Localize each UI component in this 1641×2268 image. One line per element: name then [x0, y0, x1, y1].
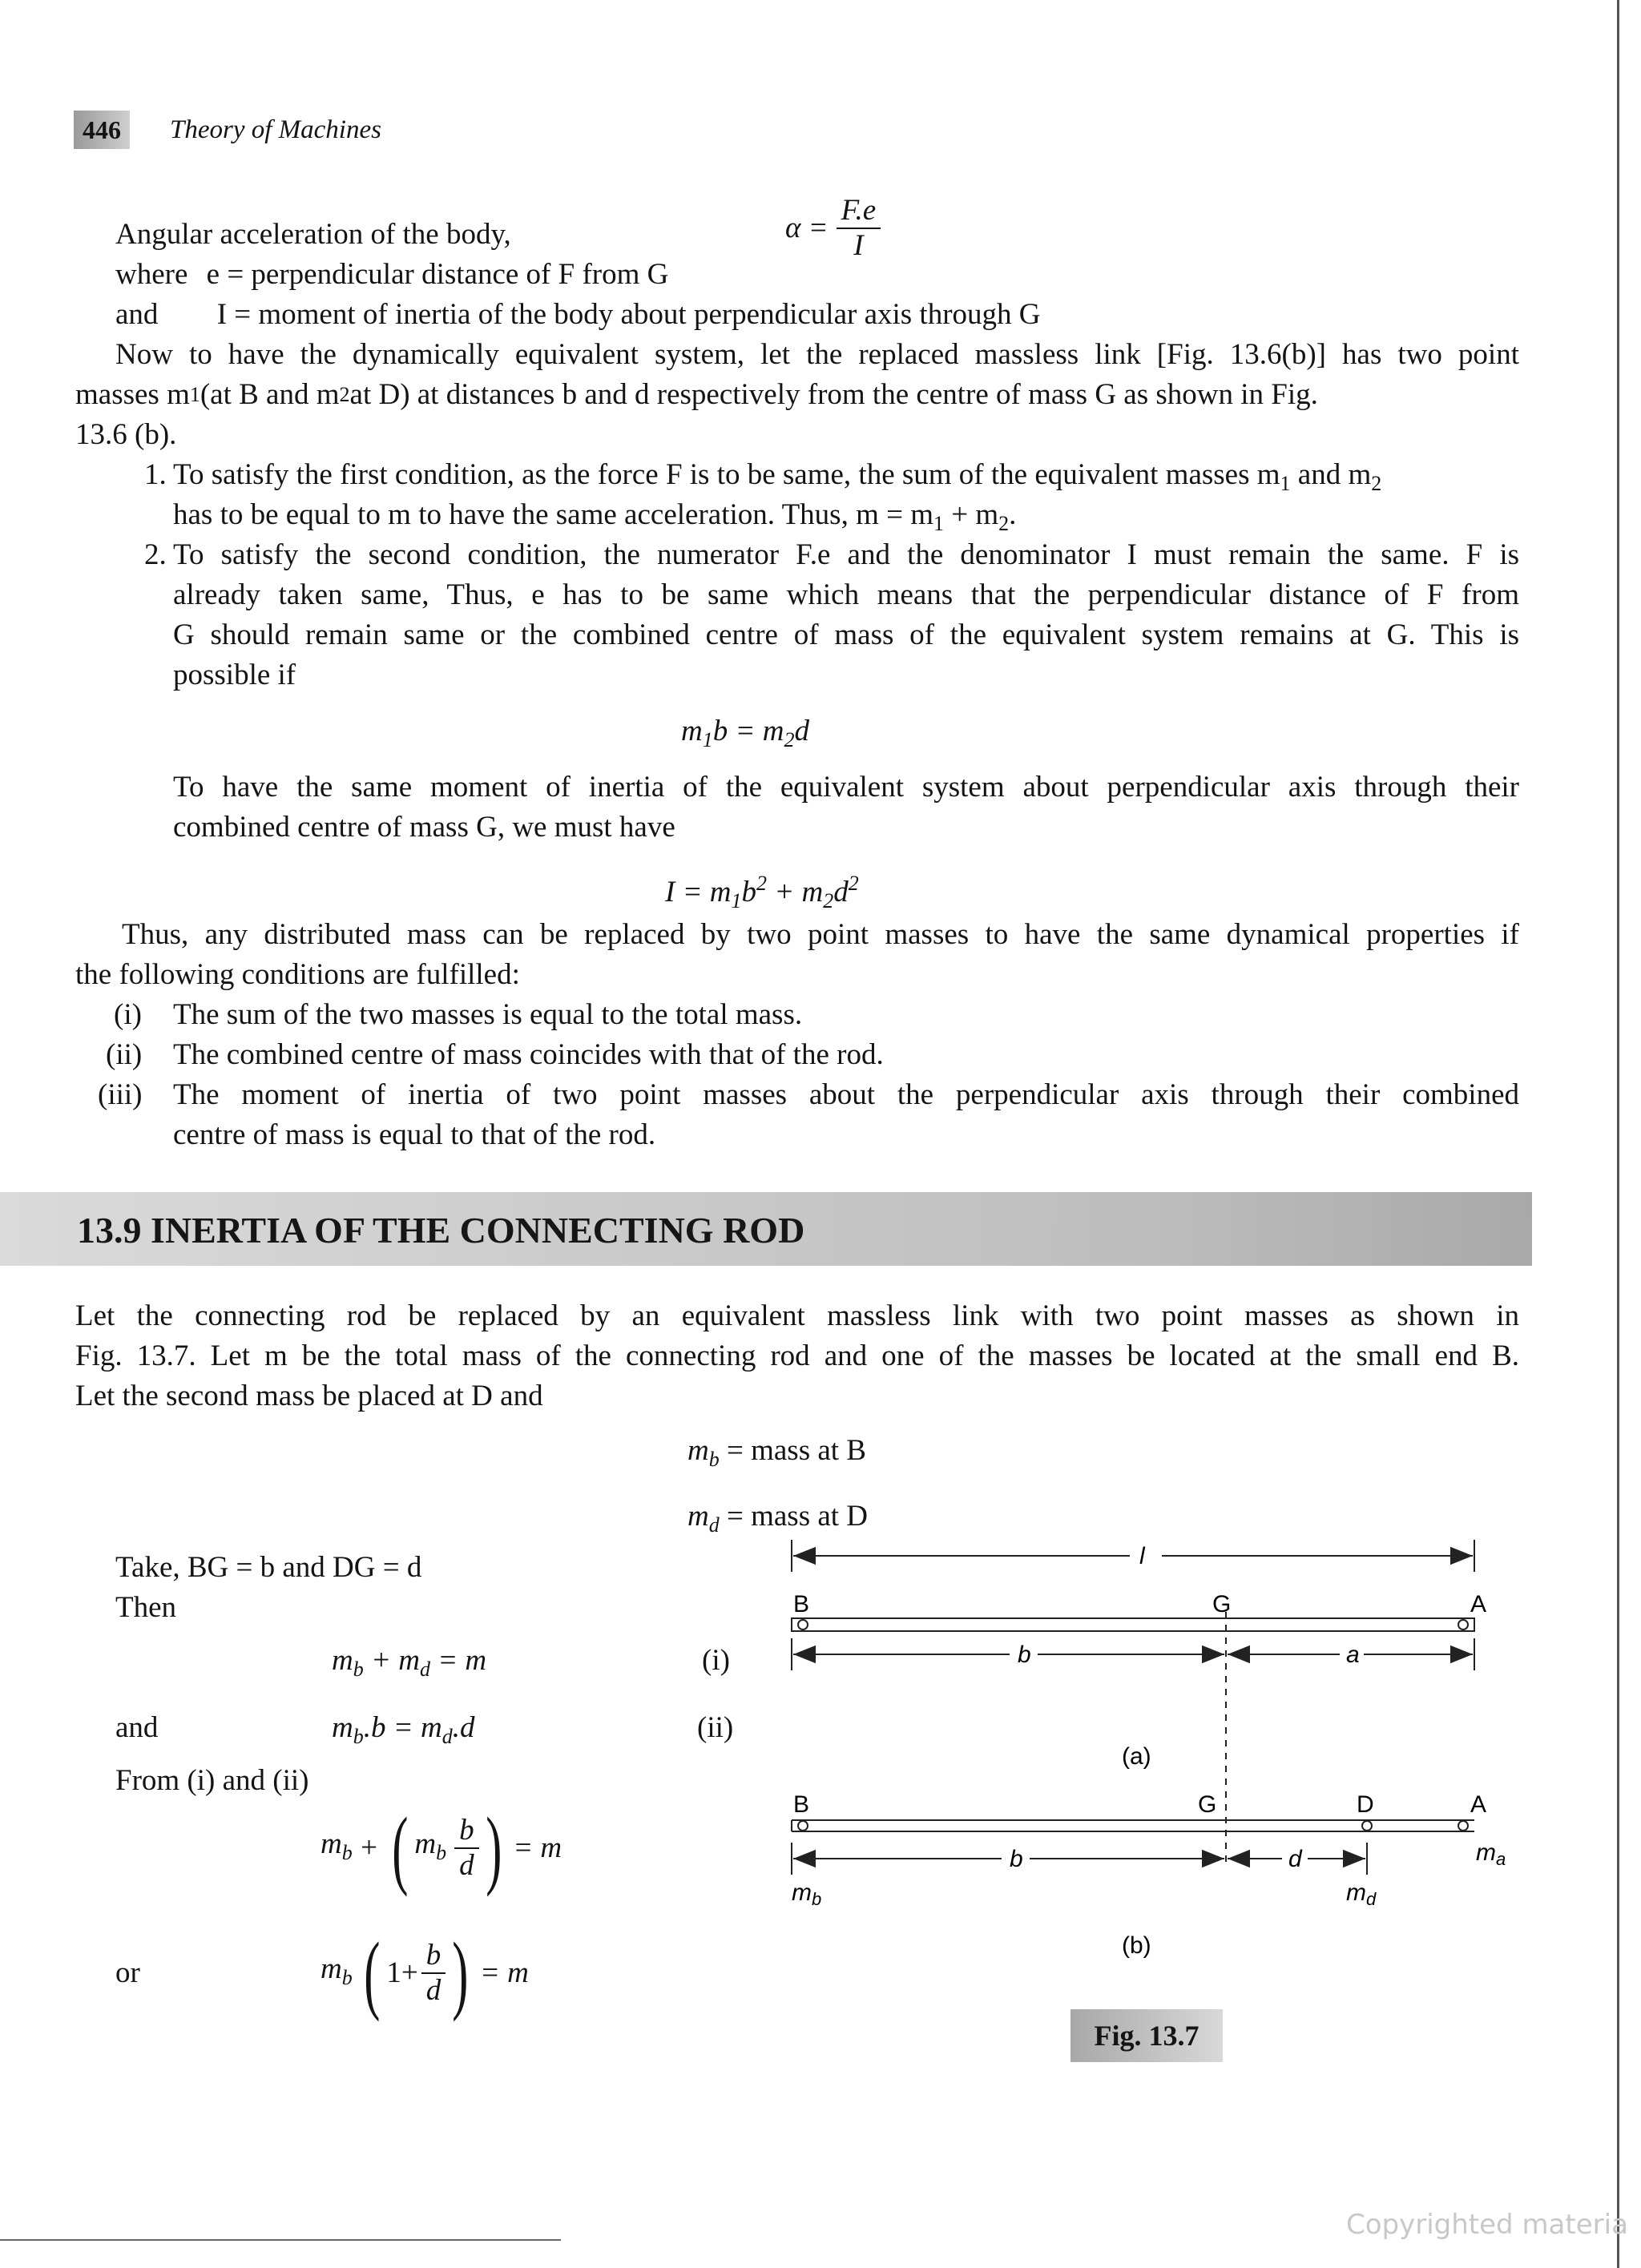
left-paren: ( — [391, 1799, 409, 1897]
eq-ii-display: $m_b.b = m_d.d$ — [332, 1711, 475, 1748]
label-B-b: B — [793, 1791, 810, 1818]
m-a-label — [1476, 1839, 1506, 1869]
condition-2-number: 2. — [144, 538, 167, 571]
frac-den: d — [459, 1849, 474, 1882]
alpha-fraction — [837, 194, 881, 263]
page-edge-rule — [1617, 0, 1619, 2268]
one-plus: 1+ — [386, 1956, 418, 1989]
take-line: Take, BG = b and DG = d — [115, 1551, 422, 1584]
m-a-m: m — [1476, 1839, 1496, 1866]
m-d-m: m — [1346, 1879, 1366, 1906]
summary-item-2-text: The combined centre of mass coincides with that of the rod. — [173, 1038, 884, 1071]
mass-balance-equation — [681, 711, 809, 760]
d-label: d — [1288, 1846, 1302, 1872]
and-label: and — [115, 1711, 159, 1744]
c1-line2-b: + m — [944, 498, 999, 531]
rod-a — [792, 1618, 1474, 1631]
sub-2: 2 — [784, 728, 795, 751]
point-A-b — [1458, 1821, 1468, 1831]
md-definition: $m_d$ = mass at D — [687, 1500, 869, 1537]
left-paren: ( — [363, 1924, 381, 2022]
summary-item-2-num: (ii) — [106, 1038, 143, 1071]
right-paren: ) — [452, 1924, 469, 2022]
and-text: I = moment of inertia of the body about perpendicular axis through G — [216, 298, 1041, 331]
para-line-2 — [75, 375, 1519, 415]
plus-sign: + — [358, 1831, 379, 1864]
eq2-c: + m — [767, 876, 824, 908]
mb-definition: $m_b$ = mass at B — [687, 1434, 866, 1471]
eq-c: d — [794, 715, 809, 747]
para-line-1: Now to have the dynamically equivalent system, let the replaced massless link [Fig. 13.6(b)] has two point — [115, 338, 1519, 371]
moi-equation — [665, 864, 859, 921]
para-line-2-a: masses m — [75, 378, 190, 411]
condition-2-line-3: G should remain same or the combined centre of mass of the equivalent system remains at G. This is — [173, 618, 1519, 651]
c1-line2-c: . — [1009, 498, 1017, 531]
point-A-a — [1458, 1620, 1468, 1629]
footer-rule — [0, 2239, 561, 2241]
right-paren: ) — [485, 1799, 502, 1897]
m-b-m: m — [792, 1879, 812, 1906]
m-b-label — [792, 1879, 821, 1909]
b-label-b: b — [1010, 1846, 1023, 1872]
summary-item-3-num: (iii) — [98, 1078, 143, 1111]
c1-line2-a: has to be equal to m to have the same acceleration. Thus, m = m — [173, 498, 934, 531]
running-title: Theory of Machines — [170, 115, 381, 144]
and-line — [115, 295, 1041, 335]
then-line: Then — [115, 1591, 177, 1624]
eq-b: b = m — [712, 715, 784, 747]
sub-2: 2 — [823, 889, 834, 912]
label-A-b: A — [1470, 1791, 1487, 1818]
eq-rhs: = m — [513, 1831, 562, 1864]
figure-13-7 — [769, 1522, 1522, 1987]
md-def-text: = mass at D — [726, 1500, 869, 1533]
angular-acceleration-label: Angular acceleration of the body, — [115, 218, 511, 251]
moi-line-1: To have the same moment of inertia of the equivalent system about perpendicular axis through their — [173, 771, 1519, 804]
sub-1: 1 — [702, 728, 713, 751]
caption-b: (b) — [1122, 1932, 1151, 1959]
section-title: 13.9 INERTIA OF THE CONNECTING ROD — [77, 1210, 805, 1251]
b-label-a: b — [1018, 1642, 1031, 1668]
sub-1: 1 — [189, 383, 200, 406]
b-over-d — [454, 1814, 479, 1883]
eq2-a: I = m — [665, 876, 732, 908]
a-label: a — [1346, 1642, 1360, 1668]
eq-mb: $m_b$ — [321, 1952, 353, 1989]
summary-line-1: Thus, any distributed mass can be replaced by two point masses to have the same dynamical properties if — [122, 918, 1519, 951]
eq-a: m — [681, 715, 703, 747]
m-b-sub: b — [812, 1889, 822, 1909]
summary-item-1-num: (i) — [114, 998, 142, 1031]
eq-mb-inner: $m_b$ — [414, 1827, 447, 1864]
sub-2: 2 — [1371, 472, 1382, 495]
sub-1: 1 — [933, 512, 945, 535]
section-para-line-2: Fig. 13.7. Let m be the total mass of the connecting rod and one of the masses be located at the small end B. — [75, 1339, 1519, 1372]
para-line-2-c: at D) at distances b and d respectively from the centre of mass G as shown in Fig. — [349, 378, 1318, 411]
m-a-sub: a — [1496, 1849, 1506, 1869]
eq-i-display: $m_b + m_d = m$ — [332, 1644, 487, 1681]
sub-2: 2 — [339, 383, 350, 406]
watermark: Copyrighted materia — [1346, 2209, 1628, 2241]
mb-def-text: = mass at B — [726, 1434, 866, 1467]
l-label: l — [1139, 1543, 1145, 1569]
and-prefix: and — [115, 298, 159, 331]
eq-rhs: = m — [479, 1956, 529, 1989]
where-line — [115, 255, 668, 295]
label-A-a: A — [1470, 1591, 1487, 1617]
alpha-numerator: F.e — [837, 194, 881, 229]
summary-item-3-text: The moment of inertia of two point masses about the perpendicular axis through their combined — [173, 1078, 1519, 1111]
sub-1: 1 — [731, 889, 742, 912]
mass-B — [798, 1821, 808, 1831]
sup-2: 2 — [756, 872, 768, 895]
label-G-b: G — [1198, 1791, 1217, 1818]
or-label: or — [115, 1956, 140, 1989]
frac-num: b — [421, 1939, 446, 1974]
eq-mb: $m_b$ — [321, 1827, 353, 1864]
caption-a: (a) — [1122, 1743, 1151, 1770]
eq2-b: b — [741, 876, 757, 908]
m-d-label — [1346, 1879, 1377, 1909]
final-equation — [321, 1924, 529, 2022]
section-para-line-1: Let the connecting rod be replaced by an equivalent massless link with two point masses as shown in — [75, 1299, 1519, 1332]
sub-2: 2 — [998, 512, 1010, 535]
c1-line1-a: To satisfy the first condition, as the force F is to be same, the sum of the equivalent masses m — [173, 458, 1280, 491]
frac-num: b — [454, 1814, 479, 1849]
section-para-line-3: Let the second mass be placed at D and — [75, 1380, 543, 1412]
b-over-d — [421, 1939, 446, 2008]
mass-D — [1362, 1821, 1372, 1831]
figure-label: Fig. 13.7 — [1070, 2009, 1223, 2062]
para-line-3: 13.6 (b). — [75, 418, 177, 451]
alpha-equation — [785, 194, 881, 263]
alpha-lhs: α = — [785, 211, 829, 244]
where-prefix: where — [115, 258, 188, 291]
label-B-a: B — [793, 1591, 810, 1617]
eq-i-tag: (i) — [702, 1644, 730, 1677]
summary-line-2: the following conditions are fulfilled: — [75, 958, 520, 991]
moi-line-2: combined centre of mass G, we must have — [173, 811, 675, 844]
para-line-2-b: (at B and m — [200, 378, 340, 411]
eq-ii-tag: (ii) — [697, 1711, 734, 1744]
c1-line1-b: and m — [1290, 458, 1372, 491]
condition-2-line-4: possible if — [173, 659, 296, 691]
from-line: From (i) and (ii) — [115, 1764, 309, 1797]
condition-2-line-1: To satisfy the second condition, the numerator F.e and the denominator I must remain the same. F is — [173, 538, 1519, 571]
point-B-a — [798, 1620, 808, 1629]
combined-equation — [321, 1799, 562, 1897]
page-number: 446 — [74, 111, 130, 149]
alpha-denominator: I — [853, 229, 864, 262]
eq2-d: d — [833, 876, 849, 908]
condition-1-number: 1. — [144, 458, 167, 491]
label-G-a: G — [1212, 1591, 1232, 1617]
frac-den: d — [425, 1974, 441, 2007]
summary-item-3-text-2: centre of mass is equal to that of the rod. — [173, 1118, 656, 1151]
m-d-sub: d — [1366, 1889, 1377, 1909]
summary-item-1-text: The sum of the two masses is equal to the total mass. — [173, 998, 803, 1031]
sub-1: 1 — [1280, 472, 1291, 495]
condition-2-line-2: already taken same, Thus, e has to be same which means that the perpendicular distance of F from — [173, 578, 1519, 611]
where-text: e = perpendicular distance of F from G — [206, 258, 669, 291]
sup-2: 2 — [848, 872, 859, 895]
label-D: D — [1357, 1791, 1374, 1818]
